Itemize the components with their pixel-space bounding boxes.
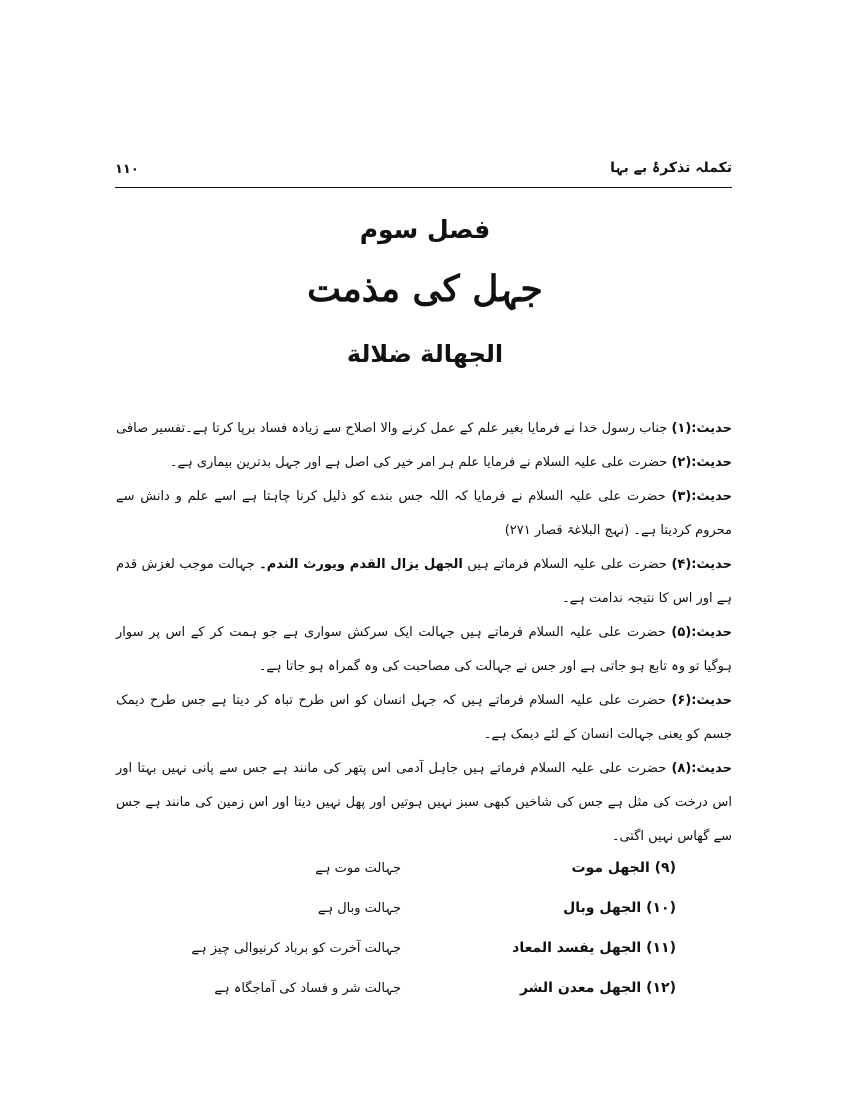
hadith-text: حضرت علی علیہ السلام فرماتے ہیں کہ جہل انسان کو اس طرح تباہ کر دیتا ہے جس طرح دیمک جسم کو یعنی جہالت انسان کے لئے دیمک ہے۔ (116, 693, 732, 742)
hadith-arabic-quote: الجهل يزال القدم ويورث الندم۔ (259, 557, 463, 572)
hadith-text: حضرت علی علیہ السلام نے فرمایا کہ اللہ جس بندے کو ذلیل کرنا چاہتا ہے اسے علم و دانش سے محروم کردیتا ہے۔ (نہج البلاغۃ قصار ۲۷۱) (116, 489, 732, 538)
page-header (115, 160, 732, 188)
arabic-heading: الجهالة ضلالة (346, 340, 504, 368)
hadith-text: حضرت علی علیہ السلام فرماتے ہیں (467, 557, 667, 572)
hadith-8 (116, 752, 732, 854)
hadith-text: حضرت علی علیہ السلام فرماتے ہیں جہالت ایک سرکش سواری ہے جو ہمت کر کے اس پر سوار ہوگیا تو وہ تابع ہو جاتی ہے اور جس نے جہالت کی مصاحبت کی وہ گمراہ ہو جاتا ہے۔ (116, 625, 732, 674)
saying-arabic: (۹) الجهل موت (571, 860, 676, 876)
hadith-number: حدیث:(۱) (671, 421, 732, 436)
saying-row (116, 968, 676, 1008)
hadith-5 (116, 616, 732, 684)
hadith-text: حضرت علی علیہ السلام نے فرمایا علم ہر امر خیر کی اصل ہے اور جہل بدترین بیماری ہے۔ (169, 455, 668, 470)
hadith-3 (116, 480, 732, 548)
saying-urdu: جہالت آخرت کو برباد کرنیوالی چیز ہے (191, 940, 401, 956)
book-title: تکملہ تذکرۂ بے بہا (610, 160, 732, 176)
chapter-title: جہل کی مذمت (307, 268, 543, 310)
hadith-4 (116, 548, 732, 616)
saying-row (116, 888, 676, 928)
hadith-2 (116, 446, 732, 480)
hadith-number: حدیث:(۸) (671, 761, 732, 776)
hadith-text: جناب رسول خدا نے فرمایا بغیر علم کے عمل کرنے والا اصلاح سے زیادہ فساد برپا کرتا ہے۔تفسیر صافی (116, 421, 668, 436)
saying-urdu: جہالت شر و فساد کی آماجگاہ ہے (214, 980, 401, 996)
hadith-number: حدیث:(۶) (671, 693, 732, 708)
saying-arabic: (۱۰) الجهل وبال (563, 900, 676, 916)
hadith-number: حدیث:(۳) (671, 489, 732, 504)
hadith-1 (116, 412, 732, 446)
page-number: ۱۱۰ (115, 162, 139, 177)
hadith-list (116, 412, 732, 854)
saying-arabic: (۱۱) الجهل يفسد المعاد (512, 940, 676, 956)
hadith-number: حدیث:(۵) (671, 625, 732, 640)
saying-urdu: جہالت وبال ہے (317, 900, 401, 916)
header-rule (115, 187, 732, 188)
hadith-6 (116, 684, 732, 752)
hadith-number: حدیث:(۴) (671, 557, 732, 572)
hadith-text: حضرت علی علیہ السلام فرماتے ہیں جاہل آدمی اس پتھر کی مانند ہے جس سے پانی نہیں بہتا اور اس درخت کی مثل ہے جس کی شاخیں کبھی سبز نہیں ہوتیں اور پھل نہیں دیتا اور اس زمین کی مانند ہے جس سے گھاس نہیں اگتی۔ (116, 761, 732, 844)
sayings-table (116, 848, 676, 1008)
saying-row (116, 848, 676, 888)
saying-row (116, 928, 676, 968)
saying-urdu: جہالت موت ہے (315, 860, 401, 876)
hadith-translation: جہالت موجب لغزش قدم ہے اور اس کا نتیجہ ندامت ہے۔ (116, 557, 732, 606)
saying-arabic: (۱۲) الجهل معدن الشر (519, 980, 676, 996)
hadith-number: حدیث:(۲) (671, 455, 732, 470)
section-label: فصل سوم (359, 215, 491, 244)
